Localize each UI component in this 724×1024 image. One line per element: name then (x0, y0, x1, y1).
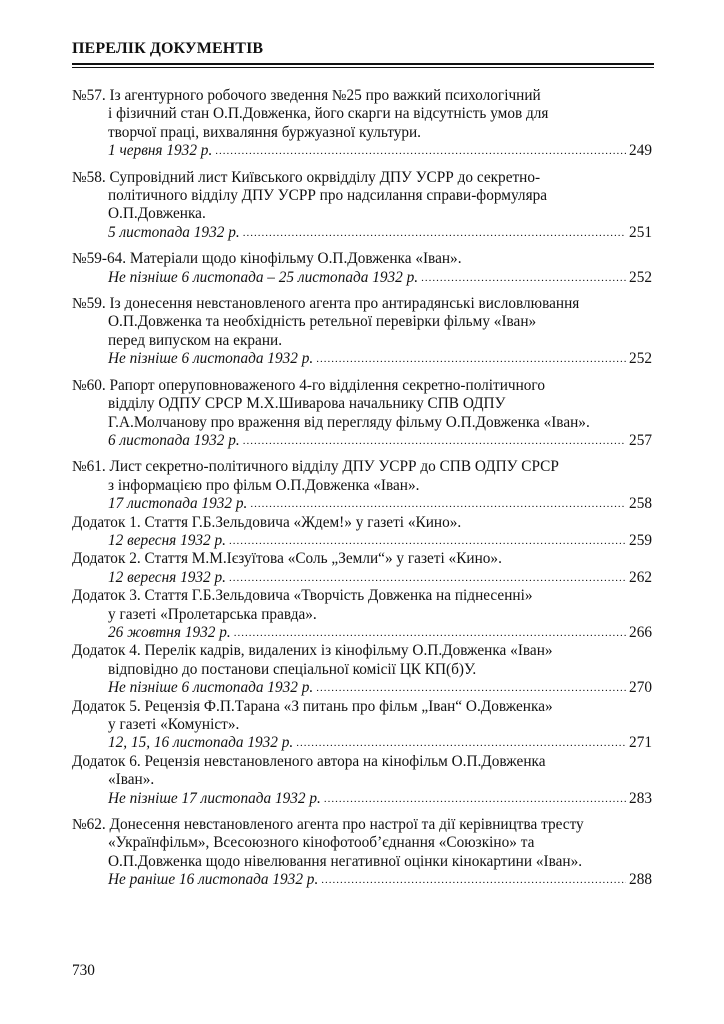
entry-date-line (72, 432, 652, 450)
entry-title-line: політичного відділу ДПУ УСРР про надсилання справи-формуляра (108, 187, 548, 205)
toc-entry-appendix (72, 753, 652, 808)
entry-title-line: «Іван». (108, 771, 155, 789)
entry-date-line (72, 495, 652, 513)
entry-title-line: Додаток 3. Стаття Г.Б.Зельдовича «Творчість Довженка на піднесенні» (72, 587, 533, 605)
entry-date: Не пізніше 6 листопада 1932 р. (108, 350, 314, 368)
entry-title-line: О.П.Довженка. (108, 205, 206, 223)
toc-entry-document (72, 377, 652, 451)
entry-page-number: 266 (629, 623, 652, 641)
entry-date: Не раніше 16 листопада 1932 р. (108, 871, 319, 889)
toc-entry-document (72, 458, 652, 513)
toc-entry-document (72, 87, 652, 161)
entry-title-line: №59. Із донесення невстановленого агента про антирадянські висловлювання (72, 295, 580, 313)
entry-date: 17 листопада 1932 р. (108, 495, 248, 513)
entry-date: 5 листопада 1932 р. (108, 223, 240, 241)
entry-page-number: 259 (629, 531, 652, 549)
entry-date: Не пізніше 17 листопада 1932 р. (108, 789, 321, 807)
entry-date-line (72, 532, 652, 550)
entry-date-line (72, 624, 652, 642)
entry-title-line: О.П.Довженка щодо нівелювання негативної оцінки кінокартини «Іван». (108, 852, 583, 870)
entry-title-line: Г.А.Молчанову про враження від перегляду фільму О.П.Довженка «Іван». (108, 413, 590, 431)
entry-title-line: відділу ОДПУ СРСР М.Х.Шиварова начальнику СПВ ОДПУ (108, 395, 506, 413)
entry-date-line (72, 679, 652, 697)
header-double-rule (72, 63, 654, 68)
entry-title-line: №57. Із агентурного робочого зведення №25 про важкий психологічний (72, 87, 541, 104)
dot-leader (421, 269, 626, 287)
dot-leader (324, 790, 626, 808)
entry-title-line: О.П.Довженка та необхідність ретельної перевірки фільму «Іван» (108, 313, 537, 331)
entry-date: 6 листопада 1932 р. (108, 431, 240, 449)
entry-title-line: Додаток 4. Перелік кадрів, видалених із кінофільму О.П.Довженка «Іван» (72, 642, 553, 660)
entry-title-line: №59-64. Матеріали щодо кінофільму О.П.Довженка «Іван». (72, 250, 462, 268)
entry-page-number: 283 (629, 789, 652, 807)
toc-entry-appendix (72, 514, 652, 551)
toc-entry-appendix (72, 642, 652, 697)
entry-page-number: 270 (629, 679, 652, 697)
entry-title-line: і фізичний стан О.П.Довженка, його скарги на відсутність умов для (108, 105, 549, 123)
entry-title-line: Додаток 6. Рецензія невстановленого автора на кінофільм О.П.Довженка (72, 752, 546, 770)
entry-title-line: відповідно до постанови спеціальної комісії ЦК КП(б)У. (108, 660, 477, 678)
entry-date: 26 жовтня 1932 р. (108, 623, 231, 641)
entry-title-line: №58. Супровідний лист Київського окрвідділу ДПУ УСРР до секретно- (72, 168, 541, 186)
entry-date-line (72, 142, 652, 160)
dot-leader (243, 432, 626, 450)
dot-leader (296, 734, 626, 752)
entry-date: Не пізніше 6 листопада – 25 листопада 1932 р. (108, 268, 419, 286)
entry-page-number: 257 (629, 431, 652, 449)
entry-title-line: «Українфільм», Всесоюзного кінофотооб’єднання «Союзкіно» та (108, 834, 535, 852)
running-header (72, 40, 654, 68)
toc-entry-document (72, 169, 652, 243)
entry-date: 12 вересня 1932 р. (108, 531, 226, 549)
entry-date-line (72, 269, 652, 287)
dot-leader (316, 679, 626, 697)
dot-leader (316, 350, 626, 368)
entry-page-number: 262 (629, 568, 652, 586)
entry-date: Не пізніше 6 листопада 1932 р. (108, 679, 314, 697)
dot-leader (243, 224, 626, 242)
dot-leader (321, 871, 626, 889)
entry-page-number: 252 (629, 350, 652, 368)
entry-page-number: 252 (629, 268, 652, 286)
entry-page-number: 249 (629, 142, 652, 160)
dot-leader (215, 142, 626, 160)
entry-date-line (72, 350, 652, 368)
entry-page-number: 271 (629, 734, 652, 752)
entry-page-number: 251 (629, 223, 652, 241)
entry-date-line (72, 734, 652, 752)
entry-title-line: з інформацією про фільм О.П.Довженка «Іван». (108, 476, 420, 494)
entry-title-line: Додаток 2. Стаття М.М.Ієзуїтова «Соль „Земли“» у газеті «Кино». (72, 550, 502, 568)
toc-entry-document (72, 295, 652, 369)
toc-entry-appendix (72, 550, 652, 587)
page-title: ПЕРЕЛІК ДОКУМЕНТІВ (72, 40, 264, 57)
entry-date-line (72, 569, 652, 587)
entry-date-line (72, 224, 652, 242)
entry-date: 12 вересня 1932 р. (108, 568, 226, 586)
toc-entry-appendix (72, 698, 652, 753)
entry-date: 12, 15, 16 листопада 1932 р. (108, 734, 294, 752)
entry-page-number: 288 (629, 871, 652, 889)
entry-date-line (72, 871, 652, 889)
dot-leader (234, 624, 626, 642)
toc-entry-document (72, 250, 652, 287)
entry-date-line (72, 790, 652, 808)
entry-title-line: №62. Донесення невстановленого агента про настрої та дії керівництва тресту (72, 816, 584, 834)
dot-leader (229, 569, 626, 587)
entry-title-line: Додаток 5. Рецензія Ф.П.Тарана «З питань про фільм „Іван“ О.Довженка» (72, 697, 553, 715)
toc-entry-document (72, 816, 652, 890)
entry-title-line: №60. Рапорт оперуповноваженого 4-го відділення секретно-політичного (72, 376, 545, 394)
page-number: 730 (72, 962, 95, 979)
dot-leader (229, 532, 626, 550)
dot-leader (250, 495, 626, 513)
toc-entry-appendix (72, 587, 652, 642)
entry-title-line: творчої праці, вихваляння буржуазної культури. (108, 123, 422, 141)
entry-date: 1 червня 1932 р. (108, 142, 213, 160)
entry-title-line: у газеті «Комуніст». (108, 716, 240, 733)
table-of-contents (72, 87, 652, 890)
entry-title-line: №61. Лист секретно-політичного відділу ДПУ УСРР до СПВ ОДПУ СРСР (72, 458, 559, 476)
entry-page-number: 258 (629, 495, 652, 513)
entry-title-line: Додаток 1. Стаття Г.Б.Зельдовича «Ждем!» у газеті «Кино». (72, 513, 462, 531)
entry-title-line: у газеті «Пролетарська правда». (108, 605, 317, 623)
entry-title-line: перед випуском на екрани. (108, 331, 283, 349)
